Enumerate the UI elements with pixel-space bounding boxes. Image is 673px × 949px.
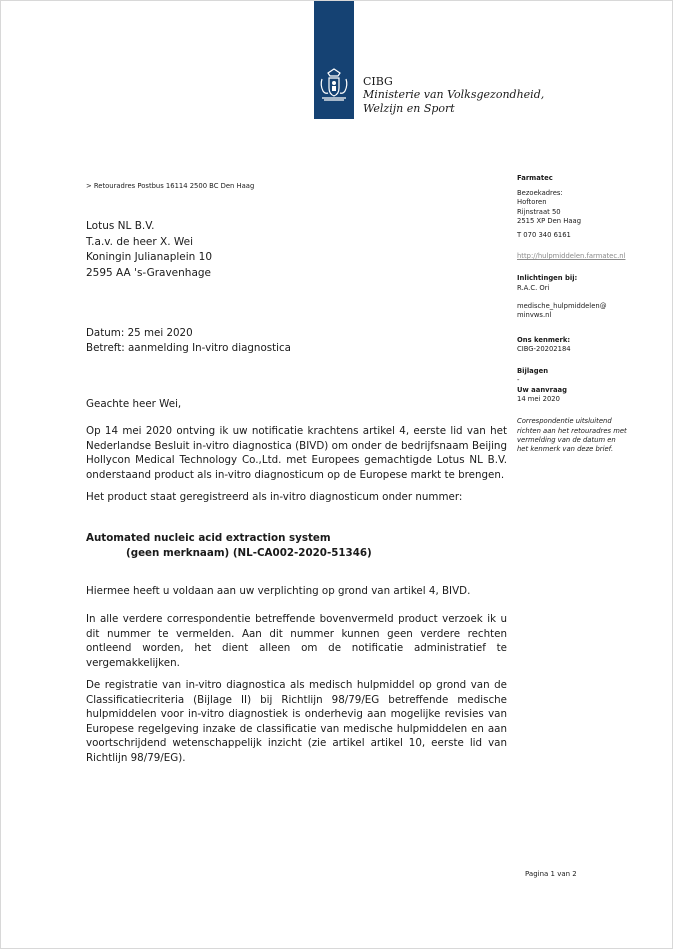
request-label: Uw aanvraag (517, 386, 567, 395)
product-line1: Automated nucleic acid extraction system (86, 532, 331, 544)
logo-org: CIBG (363, 75, 393, 88)
letter-meta (86, 326, 291, 356)
product-name (86, 531, 372, 560)
request-value: 14 mei 2020 (517, 395, 560, 404)
letter-subject: Betreft: aanmelding In-vitro diagnostica (86, 342, 291, 354)
info-name: R.A.C. Ori (517, 283, 550, 292)
attach-label: Bijlagen (517, 366, 549, 375)
page-number: Pagina 1 van 2 (525, 870, 577, 878)
sidebar-info (517, 174, 657, 454)
website-link[interactable]: http://hulpmiddelen.farmatec.nl (517, 252, 626, 261)
info-label: Inlichtingen bij: (517, 274, 578, 283)
note-line: het kenmerk van deze brief. (517, 445, 614, 454)
paragraph-correspondence: In alle verdere correspondentie betreffende bovenvermeld product verzoek ik u dit nummer te vermelden. Aan dit nummer kunnen geen verdere rechten ontleend worden, het dient alleen om de notificatie administratief te vergemakkelijken. (86, 613, 507, 669)
paragraph-registration: Het product staat geregistreerd als in-vitro diagnosticum onder nummer: (86, 491, 463, 503)
email-line: medische_hulpmiddelen@ (517, 301, 607, 310)
dept-name: Farmatec (517, 174, 553, 182)
phone-number: T 070 340 6161 (517, 231, 571, 240)
salutation: Geachte heer Wei, (86, 398, 182, 410)
logo-ministry-line1: Ministerie van Volksgezondheid, (363, 88, 545, 101)
logo-text (363, 75, 544, 116)
note-line: vermelding van de datum en (517, 435, 616, 444)
paragraph-classification: De registratie van in-vitro diagnostica als medisch hulpmiddel op grond van de Classificatiecriteria (Bijlage II) bij Richtlijn 98/79/EG betreffende medische hulpmiddelen voor in-vitro diagnostiek is onderhevig aan mogelijke revisies van Europese regelgeving inzake de classificatie van medische hulpmiddelen en aan voortschrijdend wetenschappelijk inzicht (zie artikel artikel 10, eerste lid van Richtlijn 98/79/EG). (86, 679, 507, 764)
logo-ministry-line2: Welzijn en Sport (363, 102, 455, 115)
recipient-line: Koningin Julianaplein 10 (86, 251, 213, 263)
visit-line: Hoftoren (517, 198, 547, 207)
email-line: minvws.nl (517, 311, 552, 320)
visit-line: 2515 XP Den Haag (517, 216, 582, 225)
coat-of-arms-icon (314, 65, 354, 105)
paragraph-notification: Op 14 mei 2020 ontving ik uw notificatie krachtens artikel 4, eerste lid van het Nederlandse Besluit in-vitro diagnostica (BIVD) om onder de bedrijfsnaam Beijing Hollycon Medical Technology Co.,Ltd. met Europees gemachtigde Lotus NL B.V. onderstaand product als in-vitro diagnosticum op de Europese markt te brengen. (86, 425, 507, 481)
recipient-address (86, 219, 212, 281)
ref-label: Ons kenmerk: (517, 336, 571, 345)
recipient-line: Lotus NL B.V. (86, 220, 155, 232)
visit-label: Bezoekadres: (517, 189, 563, 198)
paragraph-obligation: Hiermee heeft u voldaan aan uw verplichting op grond van artikel 4, BIVD. (86, 585, 471, 597)
visit-line: Rijnstraat 50 (517, 207, 561, 216)
ref-value: CIBG-20202184 (517, 345, 571, 354)
attach-value: - (517, 375, 520, 384)
return-address: > Retouradres Postbus 16114 2500 BC Den Haag (86, 182, 255, 190)
letter-date: Datum: 25 mei 2020 (86, 327, 193, 339)
logo-bar (314, 1, 354, 119)
product-line2: (geen merknaam) (NL-CA002-2020-51346) (126, 546, 372, 559)
recipient-line: T.a.v. de heer X. Wei (86, 235, 194, 248)
note-line: richten aan het retouradres met (517, 426, 627, 435)
note-line: Correspondentie uitsluitend (517, 417, 612, 426)
recipient-line: 2595 AA 's-Gravenhage (86, 266, 212, 279)
